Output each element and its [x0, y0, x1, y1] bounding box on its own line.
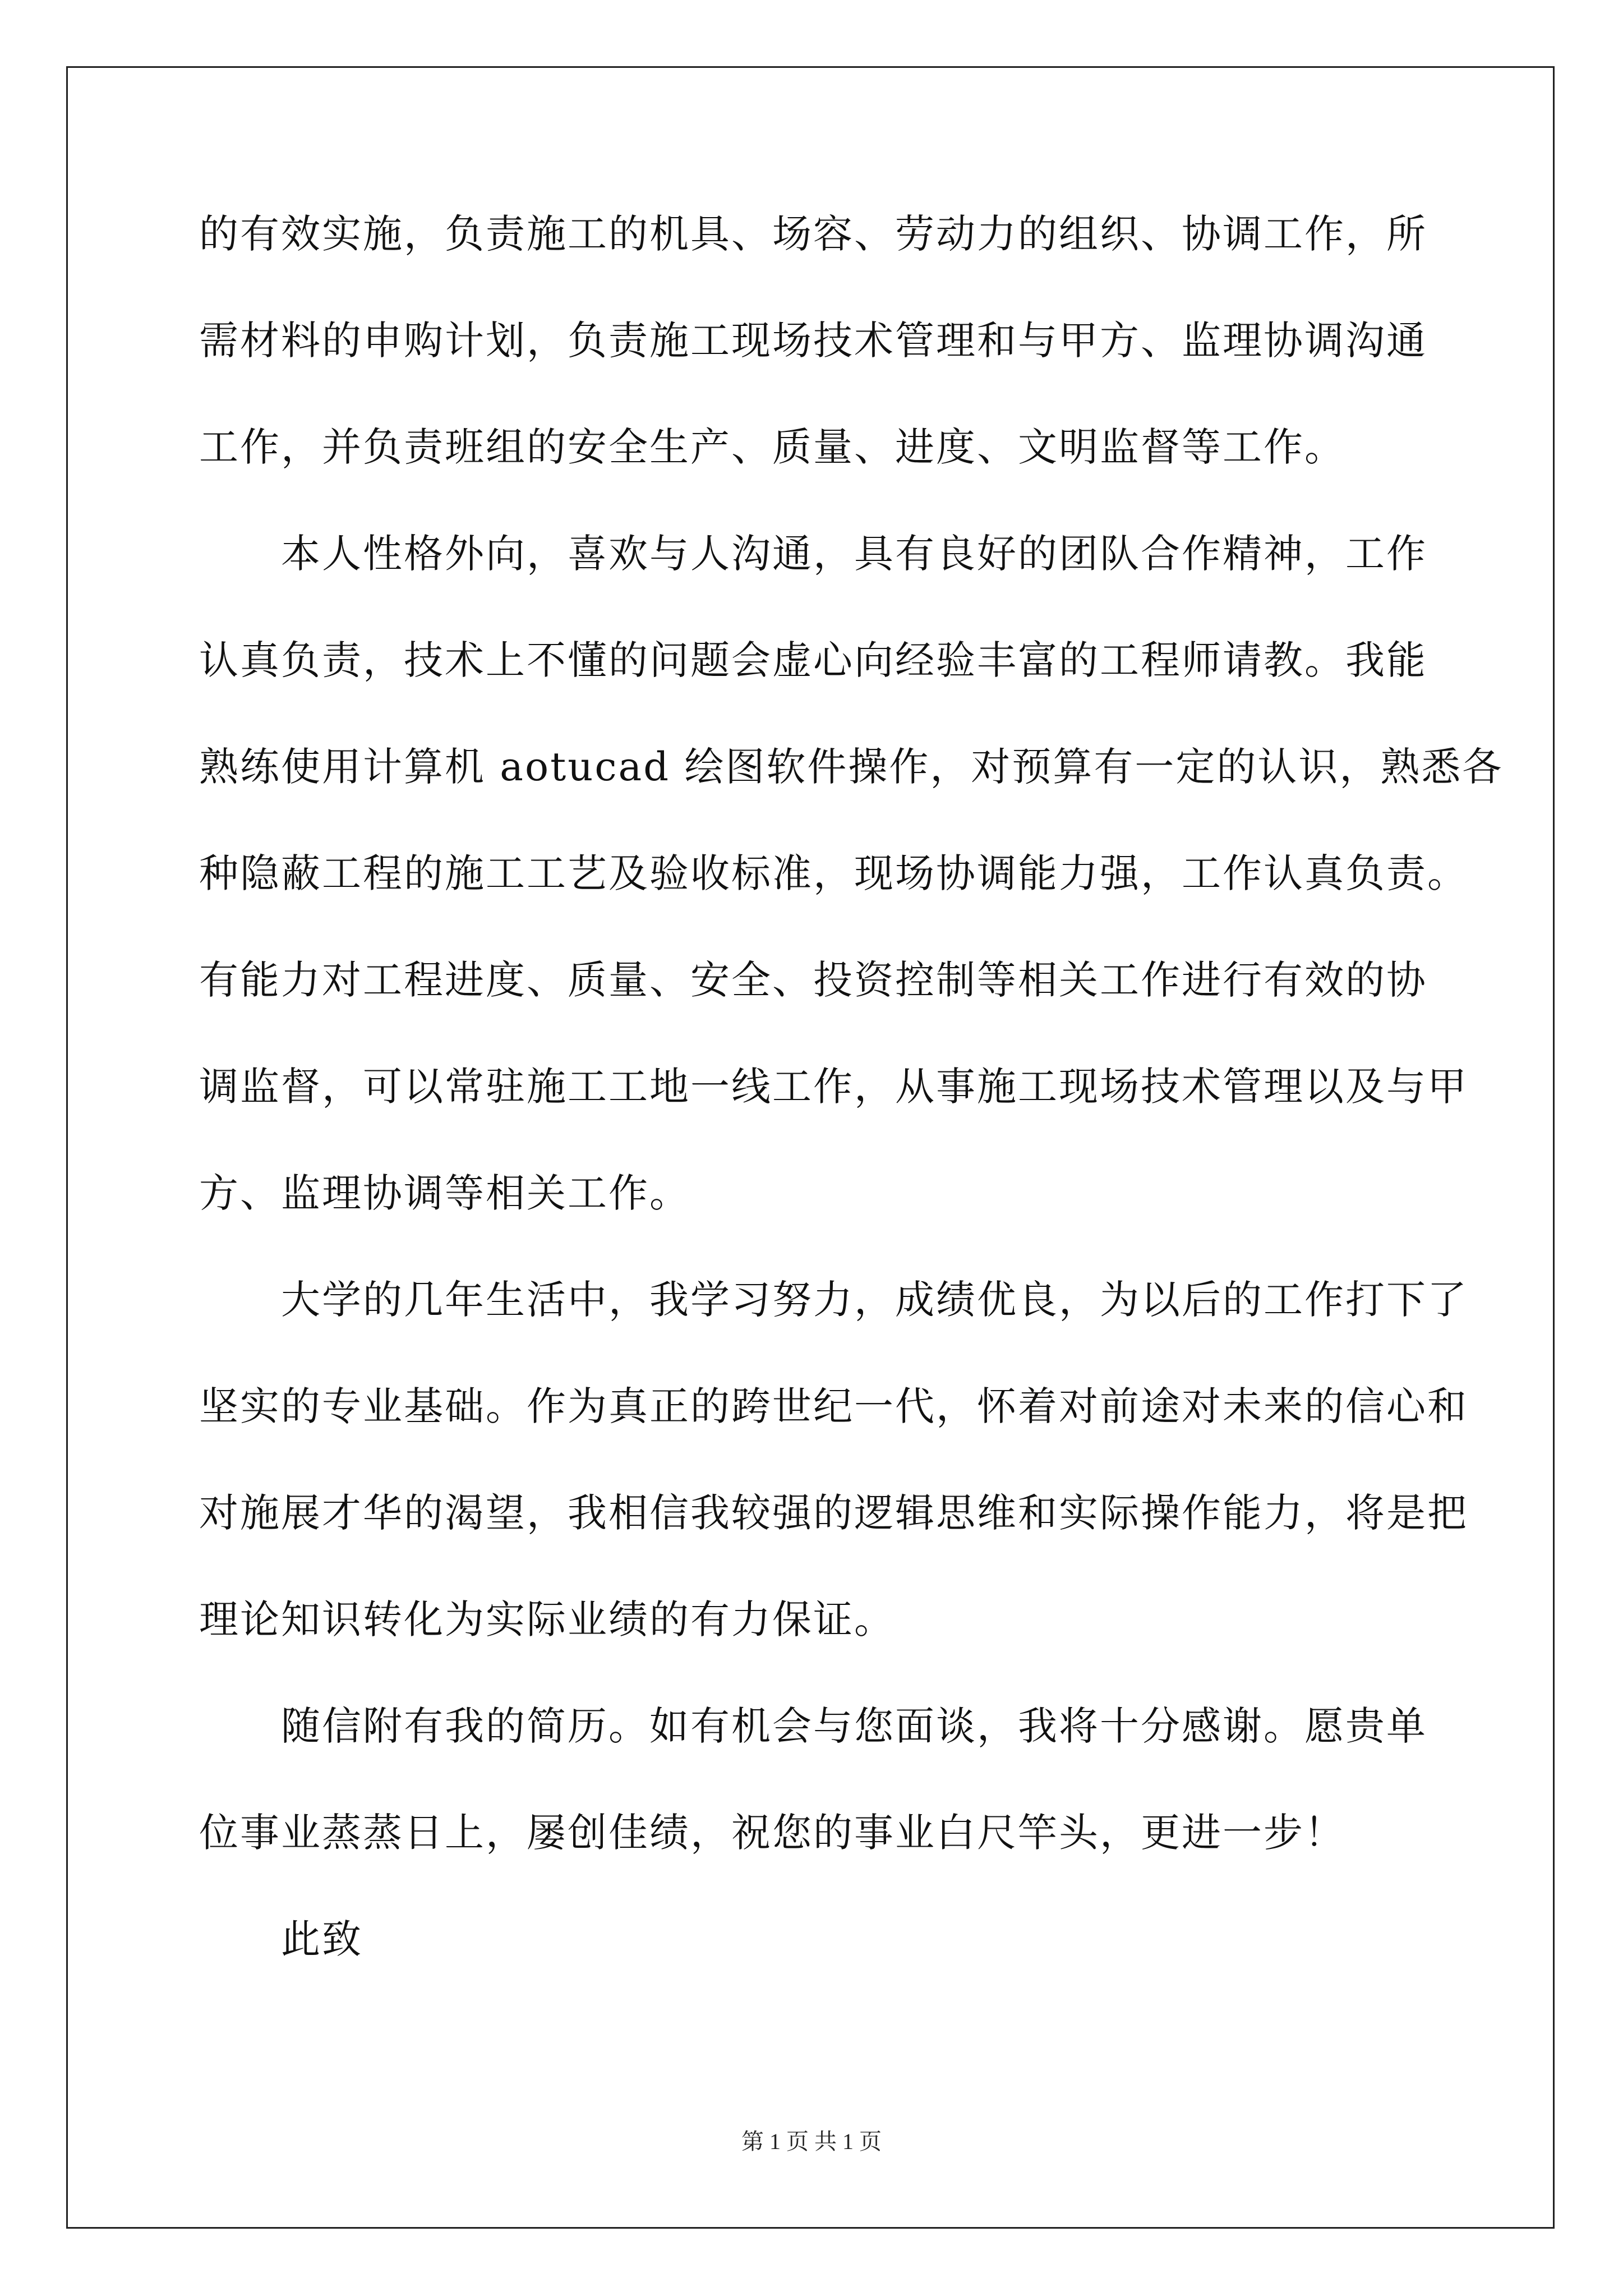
page-footer: 第 1 页 共 1 页	[741, 2129, 882, 2154]
body-line-6: 熟练使用计算机 aotucad 绘图软件操作，对预算有一定的认识，熟悉各	[199, 744, 1504, 790]
body-line-8: 有能力对工程进度、质量、安全、投资控制等相关工作进行有效的协	[199, 957, 1427, 1003]
body-line-10: 方、监理协调等相关工作。	[199, 1170, 690, 1216]
body-line-16: 位事业蒸蒸日上，屡创佳绩，祝您的事业白尺竿头，更进一步！	[199, 1810, 1345, 1856]
paragraph-start-line: 大学的几年生活中，我学习努力，成绩优良，为以后的工作打下了	[281, 1277, 1468, 1323]
paragraph-start-line: 随信附有我的简历。如有机会与您面谈，我将十分感谢。愿贵单	[281, 1703, 1427, 1749]
body-line-1: 的有效实施，负责施工的机具、场容、劳动力的组织、协调工作，所	[199, 211, 1427, 257]
body-line-5: 认真负责，技术上不懂的问题会虚心向经验丰富的工程师请教。我能	[199, 637, 1427, 683]
body-line-14: 理论知识转化为实际业绩的有力保证。	[199, 1596, 895, 1642]
page-border	[66, 66, 1555, 2229]
body-line-2: 需材料的申购计划，负责施工现场技术管理和与甲方、监理协调沟通	[199, 318, 1427, 364]
body-line-9: 调监督，可以常驻施工工地一线工作，从事施工现场技术管理以及与甲	[199, 1064, 1468, 1110]
body-line-7: 种隐蔽工程的施工工艺及验收标准，现场协调能力强，工作认真负责。	[199, 850, 1468, 896]
closing-salutation: 此致	[281, 1916, 363, 1962]
body-line-13: 对施展才华的渴望，我相信我较强的逻辑思维和实际操作能力，将是把	[199, 1490, 1468, 1536]
paragraph-start-line: 本人性格外向，喜欢与人沟通，具有良好的团队合作精神，工作	[281, 531, 1427, 577]
body-line-12: 坚实的专业基础。作为真正的跨世纪一代，怀着对前途对未来的信心和	[199, 1383, 1468, 1429]
body-line-3: 工作，并负责班组的安全生产、质量、进度、文明监督等工作。	[199, 424, 1345, 470]
